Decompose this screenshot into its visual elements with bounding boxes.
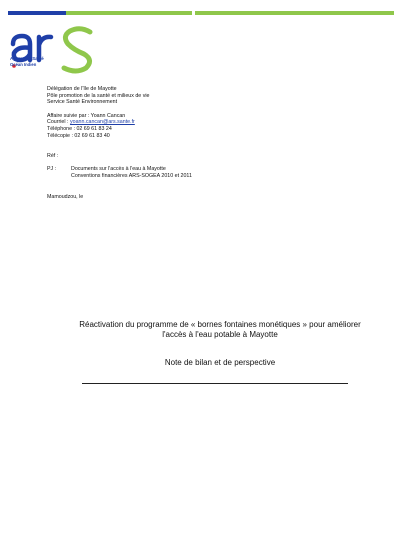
- sender-contact: Affaire suivie par : Yoann Cancan: [47, 112, 126, 119]
- header-bar-green-right: [195, 11, 394, 15]
- pj-item: Documents sur l'accès à l'eau à Mayotte: [71, 166, 166, 172]
- pj-item: Conventions financières ARS-SOGEA 2010 et 2011: [71, 172, 192, 179]
- sender-fax: Télécopie : 02 69 61 83 40: [47, 132, 110, 139]
- document-title: [60, 320, 380, 340]
- document-subtitle: Note de bilan et de perspective: [164, 358, 276, 367]
- logo-subtitle: Agence de Santé: [10, 56, 44, 61]
- header-bar-green: [66, 11, 192, 15]
- reference-label: Réf :: [47, 153, 59, 159]
- separator-line: [82, 383, 348, 384]
- title-line: l'accès à l'eau potable à Mayotte: [162, 330, 278, 339]
- email-link[interactable]: yoann.cancan@ars.sante.fr: [69, 119, 135, 126]
- sender-phone: Téléphone : 02 69 61 83 24: [47, 125, 112, 132]
- sender-pole: Pôle promotion de la santé et milieux de vie: [47, 92, 150, 99]
- pj-list: [71, 166, 192, 179]
- place-date: Mamoudzou, le: [47, 194, 84, 200]
- sender-email-row: [47, 119, 149, 126]
- header-bar-blue: [8, 11, 66, 15]
- pj-label: PJ :: [47, 166, 57, 172]
- email-label: Courriel :: [47, 119, 70, 126]
- sender-delegation: Délégation de l'île de Mayotte: [47, 86, 117, 92]
- logo-subtitle-region: Océan Indien: [10, 62, 37, 67]
- sender-service: Service Santé Environnement: [47, 99, 118, 106]
- title-line: Réactivation du programme de « bornes fontaines monétiques » pour améliorer: [79, 320, 361, 329]
- sender-block: [47, 86, 149, 139]
